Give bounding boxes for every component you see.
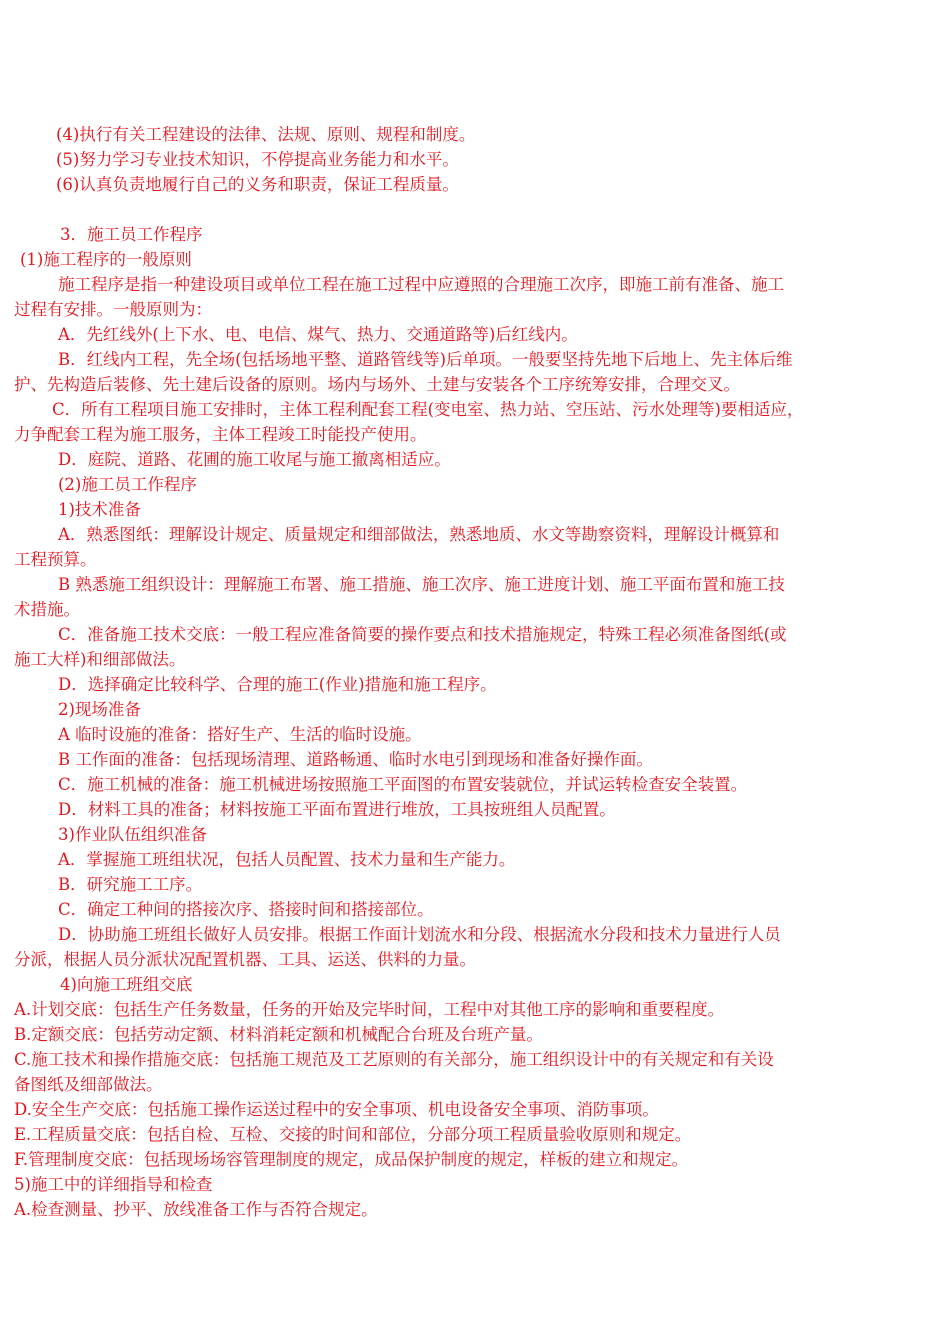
principle-d: D．庭院、道路、花圃的施工收尾与施工撤离相适应。 bbox=[58, 450, 451, 469]
step-1-heading: 1)技术准备 bbox=[58, 500, 141, 519]
briefing-d: D.安全生产交底：包括施工操作运送过程中的安全事项、机电设备安全事项、消防事项。 bbox=[14, 1100, 659, 1119]
site-prep-d: D．材料工具的准备；材料按施工平面布置进行堆放，工具按班组人员配置。 bbox=[58, 800, 616, 819]
briefing-b: B.定额交底：包括劳动定额、材料消耗定额和机械配合台班及台班产量。 bbox=[14, 1025, 543, 1044]
step-3-heading: 3)作业队伍组织准备 bbox=[58, 825, 207, 844]
duty-6: (6)认真负责地履行自己的义务和职责，保证工程质量。 bbox=[56, 175, 459, 194]
subsection-1-heading: (1)施工程序的一般原则 bbox=[20, 250, 192, 269]
site-prep-a: A 临时设施的准备：搭好生产、生活的临时设施。 bbox=[58, 725, 422, 744]
tech-prep-c-line-1: C．准备施工技术交底：一般工程应准备简要的操作要点和技术措施规定，特殊工程必须准备图纸(或 bbox=[58, 625, 787, 644]
tech-prep-b-line-2: 术措施。 bbox=[14, 600, 80, 619]
briefing-c-line-1: C.施工技术和操作措施交底：包括施工规范及工艺原则的有关部分，施工组织设计中的有关规定和有关设 bbox=[14, 1050, 774, 1069]
principle-intro-line-2: 过程有安排。一般原则为： bbox=[14, 300, 212, 319]
step-5-heading: 5)施工中的详细指导和检查 bbox=[14, 1175, 213, 1194]
team-prep-d-line-1: D．协助施工班组长做好人员安排。根据工作面计划流水和分段、根据流水分段和技术力量进行人员 bbox=[58, 925, 781, 944]
team-prep-c: C．确定工种间的搭接次序、搭接时间和搭接部位。 bbox=[58, 900, 434, 919]
inspection-a: A.检查测量、抄平、放线准备工作与否符合规定。 bbox=[14, 1200, 378, 1219]
duty-5: (5)努力学习专业技术知识，不停提高业务能力和水平。 bbox=[56, 150, 459, 169]
step-4-heading: 4)向施工班组交底 bbox=[60, 975, 193, 994]
principle-b-line-1: B．红线内工程，先全场(包括场地平整、道路管线等)后单项。一般要坚持先地下后地上、先主体后维 bbox=[58, 350, 793, 369]
principle-a: A．先红线外(上下水、电、电信、煤气、热力、交通道路等)后红线内。 bbox=[58, 325, 578, 344]
step-2-heading: 2)现场准备 bbox=[58, 700, 141, 719]
duty-4: (4)执行有关工程建设的法律、法规、原则、规程和制度。 bbox=[56, 125, 476, 144]
site-prep-c: C．施工机械的准备：施工机械进场按照施工平面图的布置安装就位，并试运转检查安全装置。 bbox=[58, 775, 748, 794]
team-prep-d-line-2: 分派，根据人员分派状况配置机器、工具、运送、供料的力量。 bbox=[14, 950, 476, 969]
tech-prep-b-line-1: B 熟悉施工组织设计：理解施工布署、施工措施、施工次序、施工进度计划、施工平面布置和施工技 bbox=[58, 575, 785, 594]
subsection-2-heading: (2)施工员工作程序 bbox=[58, 475, 197, 494]
principle-intro-line-1: 施工程序是指一种建设项目或单位工程在施工过程中应遵照的合理施工次序，即施工前有准备、施工 bbox=[58, 275, 784, 294]
principle-c-line-1: C．所有工程项目施工安排时，主体工程利配套工程(变电室、热力站、空压站、污水处理等)要相适应， bbox=[52, 400, 804, 419]
tech-prep-d: D．选择确定比较科学、合理的施工(作业)措施和施工程序。 bbox=[58, 675, 497, 694]
tech-prep-c-line-2: 施工大样)和细部做法。 bbox=[14, 650, 186, 669]
team-prep-a: A．掌握施工班组状况，包括人员配置、技术力量和生产能力。 bbox=[58, 850, 516, 869]
briefing-f: F.管理制度交底：包括现场场容管理制度的规定，成品保护制度的规定，样板的建立和规定。 bbox=[14, 1150, 689, 1169]
briefing-e: E.工程质量交底：包括自检、互检、交接的时间和部位，分部分项工程质量验收原则和规定。 bbox=[14, 1125, 692, 1144]
tech-prep-a-line-2: 工程预算。 bbox=[14, 550, 97, 569]
briefing-c-line-2: 备图纸及细部做法。 bbox=[14, 1075, 163, 1094]
principle-b-line-2: 护、先构造后装修、先土建后设备的原则。场内与场外、土建与安装各个工序统筹安排，合理交叉。 bbox=[14, 375, 740, 394]
site-prep-b: B 工作面的准备：包括现场清理、道路畅通、临时水电引到现场和准备好操作面。 bbox=[58, 750, 653, 769]
briefing-a: A.计划交底：包括生产任务数量，任务的开始及完毕时间，工程中对其他工序的影响和重要程度。 bbox=[14, 1000, 725, 1019]
section-3-heading: 3．施工员工作程序 bbox=[60, 225, 203, 244]
tech-prep-a-line-1: A．熟悉图纸：理解设计规定、质量规定和细部做法，熟悉地质、水文等勘察资料，理解设计概算和 bbox=[58, 525, 780, 544]
principle-c-line-2: 力争配套工程为施工服务，主体工程竣工时能投产使用。 bbox=[14, 425, 427, 444]
team-prep-b: B．研究施工工序。 bbox=[58, 875, 203, 894]
